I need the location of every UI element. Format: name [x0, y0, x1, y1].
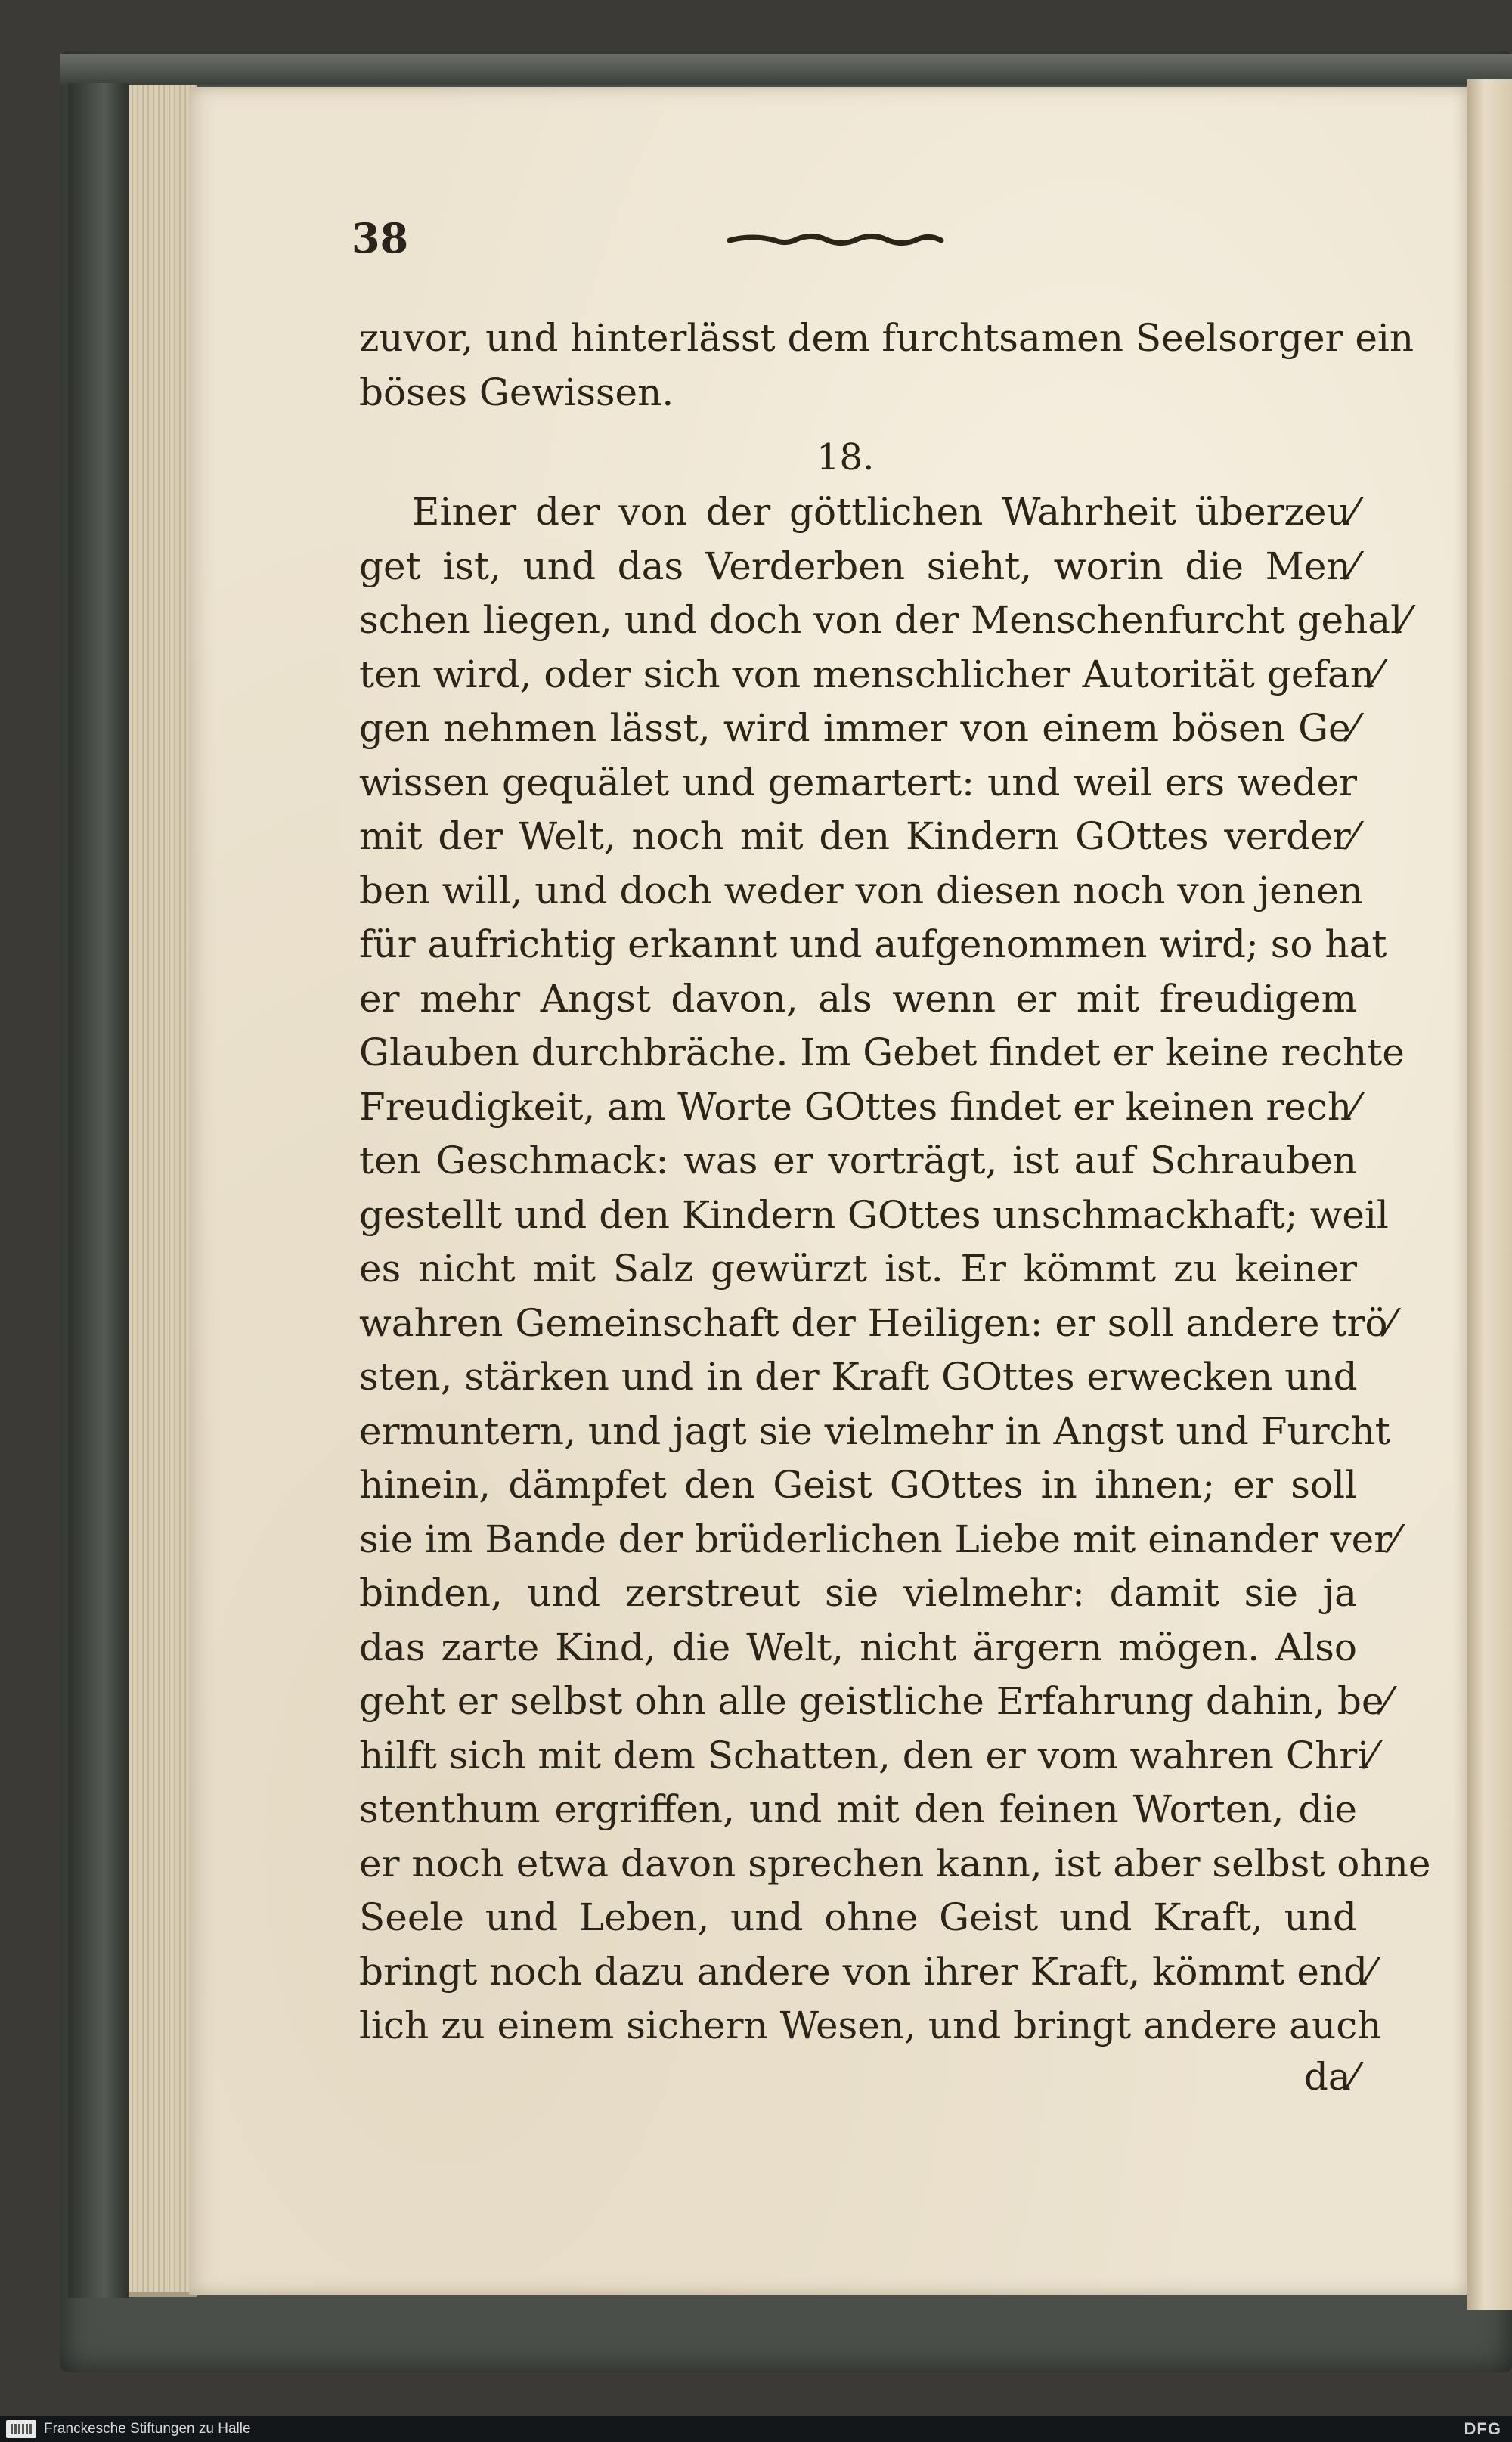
page-number: 38 [352, 214, 409, 262]
text-line: schen liegen, und doch von der Menschenfurcht gehal⁄ [359, 598, 1409, 642]
text-line: ten Geschmack: was er vorträgt, ist auf Schrauben [359, 1139, 1357, 1182]
text-section-body [359, 485, 1431, 2053]
footer-institution: Franckesche Stiftungen zu Halle [44, 2421, 251, 2437]
next-page-edge [1467, 79, 1512, 2310]
text-line: Einer der von der göttlichen Wahrheit überzeu⁄ [412, 490, 1357, 534]
text-line: get ist, und das Verderben sieht, worin die Men⁄ [359, 544, 1357, 588]
text-line: geht er selbst ohn alle geistliche Erfahrung dahin, be⁄ [359, 1679, 1390, 1723]
text-line: sten, stärken und in der Kraft GOttes erwecken und [359, 1355, 1358, 1399]
text-line: Freudigkeit, am Worte GOttes findet er keinen rech⁄ [359, 1084, 1359, 1129]
text-line: es nicht mit Salz gewürzt ist. Er kömmt zu keiner [359, 1247, 1357, 1291]
text-line: zuvor, und hinterlässt dem furchtsamen Seelsorger ein [359, 316, 1414, 360]
library-logo-icon [6, 2420, 36, 2438]
text-line: lich zu einem sichern Wesen, und bringt andere auch [359, 2003, 1382, 2047]
catchword: da⁄ [1303, 2055, 1357, 2099]
section-number: 18. [816, 436, 875, 479]
text-line: gen nehmen lässt, wird immer von einem bösen Ge⁄ [359, 706, 1357, 750]
book-spine-edge [68, 83, 129, 2298]
text-line: das zarte Kind, die Welt, nicht ärgern mögen. Also [359, 1625, 1357, 1669]
text-before-section [359, 311, 1414, 420]
text-line: er mehr Angst davon, als wenn er mit freudigem [359, 976, 1357, 1021]
text-line: Glauben durchbräche. Im Gebet findet er keine rechte [359, 1030, 1405, 1074]
text-line: er noch etwa davon sprechen kann, ist aber selbst ohne [359, 1841, 1431, 1886]
text-line: wahren Gemeinschaft der Heiligen: er soll andere trö⁄ [359, 1300, 1394, 1345]
text-line: mit der Welt, noch mit den Kindern GOttes verder⁄ [359, 814, 1357, 858]
text-line: ben will, und doch weder von diesen noch von jenen [359, 868, 1363, 913]
text-line: ermuntern, und jagt sie vielmehr in Angst und Furcht [359, 1408, 1390, 1453]
text-line: böses Gewissen. [359, 370, 674, 414]
viewer-footer [0, 2416, 1512, 2442]
page-stack-edges [129, 85, 197, 2297]
text-line: stenthum ergriffen, und mit den feinen Worten, die [359, 1787, 1357, 1831]
text-line: sie im Bande der brüderlichen Liebe mit einander ver⁄ [359, 1517, 1399, 1561]
text-line: bringt noch dazu andere von ihrer Kraft, kömmt end⁄ [359, 1949, 1374, 1994]
text-line: Seele und Leben, und ohne Geist und Kraft, und [359, 1895, 1357, 1939]
text-line: wissen gequälet und gemartert: und weil ers weder [359, 760, 1357, 804]
text-line: ten wird, oder sich von menschlicher Autorität gefan⁄ [359, 652, 1381, 696]
header-ornament-icon [722, 228, 949, 251]
text-line: hilft sich mit dem Schatten, den er vom wahren Chri⁄ [359, 1733, 1376, 1777]
page-header [352, 212, 1357, 265]
cover-top-edge [60, 54, 1512, 85]
footer-funder-logo: DFG [1464, 2419, 1501, 2438]
text-line: binden, und zerstreut sie vielmehr: damit sie ja [359, 1571, 1357, 1615]
text-line: hinein, dämpfet den Geist GOttes in ihnen; er soll [359, 1463, 1357, 1507]
text-line: gestellt und den Kindern GOttes unschmackhaft; weil [359, 1192, 1389, 1237]
text-line: für aufrichtig erkannt und aufgenommen wird; so hat [359, 922, 1387, 966]
